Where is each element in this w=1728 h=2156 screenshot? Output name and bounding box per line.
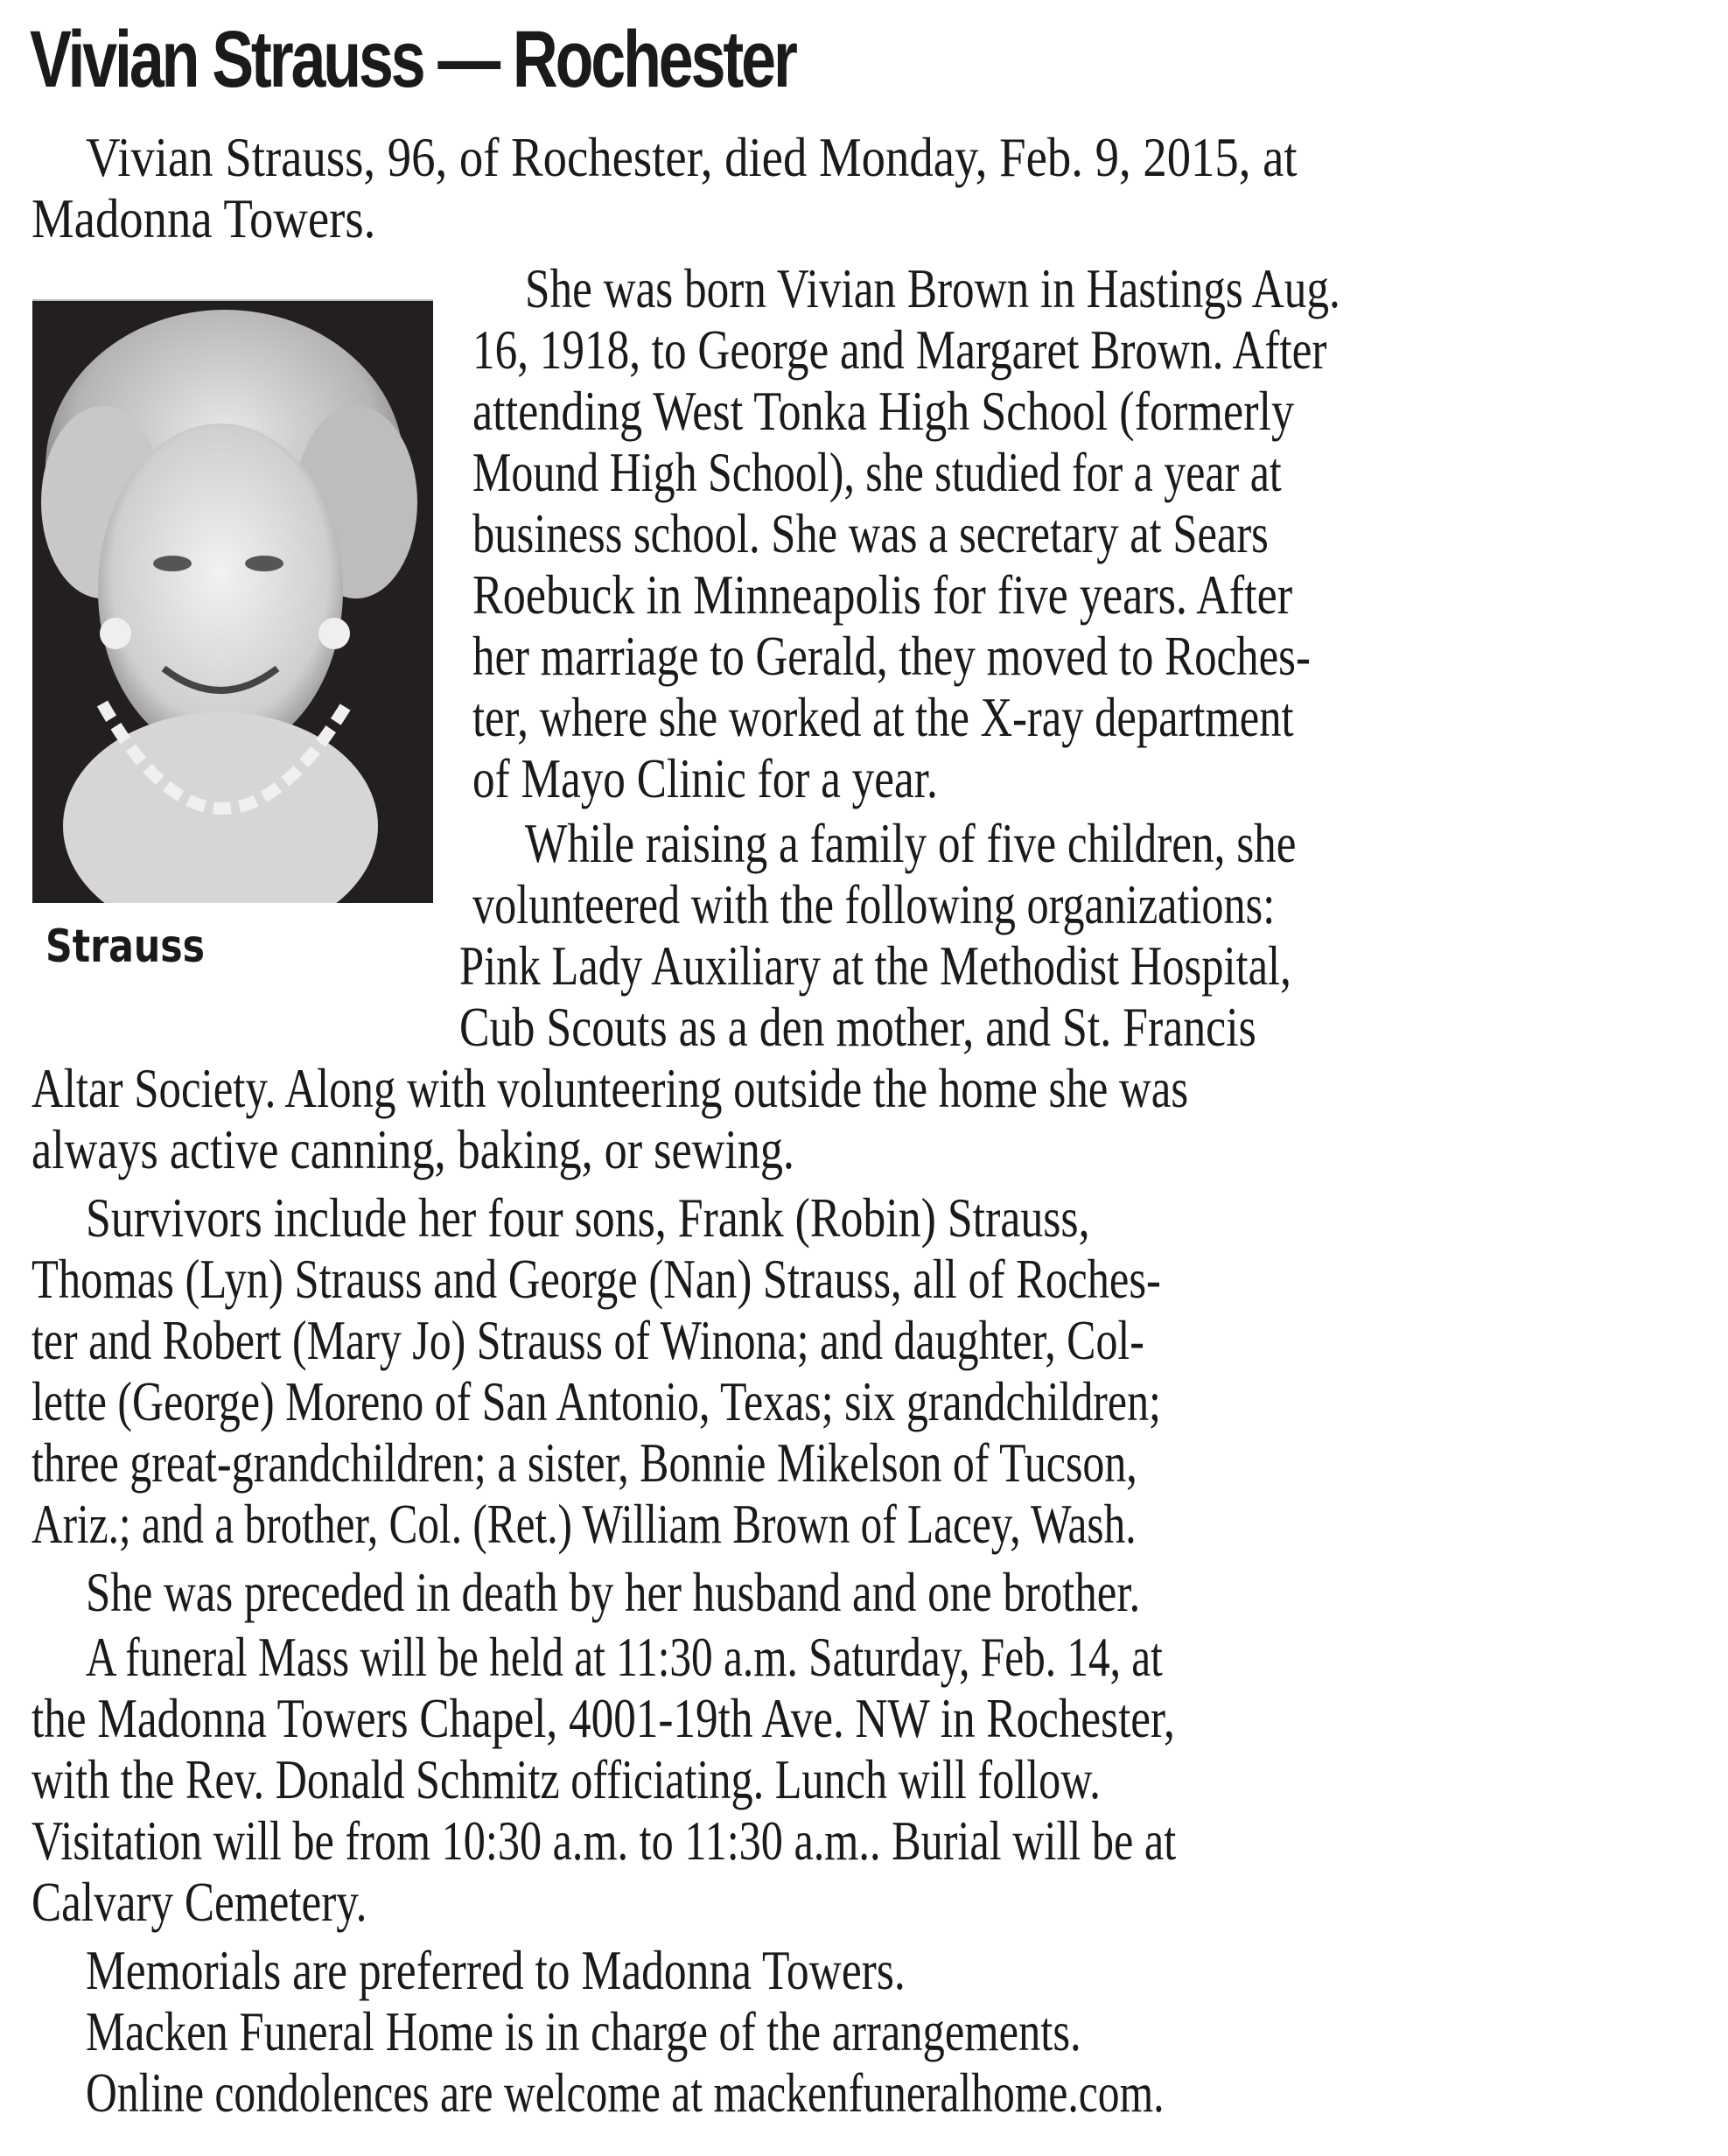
body-line: three great-grandchildren; a sister, Bonnie Mikelson of Tucson, xyxy=(31,1432,1137,1494)
body-line: Visitation will be from 10:30 a.m. to 11:30 a.m.. Burial will be at xyxy=(31,1810,1177,1872)
body-line: of Mayo Clinic for a year. xyxy=(472,747,938,809)
body-line: lette (George) Moreno of San Antonio, Texas; six grandchildren; xyxy=(31,1370,1161,1432)
body-line: Altar Society. Along with volunteering outside the home she was xyxy=(31,1057,1189,1119)
body-line: Vivian Strauss, 96, of Rochester, died Monday, Feb. 9, 2015, at xyxy=(86,126,1298,188)
portrait-photo xyxy=(32,299,433,903)
body-line: Madonna Towers. xyxy=(31,187,376,249)
body-line: Mound High School), she studied for a year at xyxy=(472,441,1282,503)
body-line: Roebuck in Minneapolis for five years. After xyxy=(472,564,1293,626)
body-line: Ariz.; and a brother, Col. (Ret.) William Brown of Lacey, Wash. xyxy=(31,1493,1137,1555)
body-line: Macken Funeral Home is in charge of the arrangements. xyxy=(86,2000,1081,2062)
body-line: Cub Scouts as a den mother, and St. Francis xyxy=(459,996,1256,1058)
body-line: with the Rev. Donald Schmitz officiating. Lunch will follow. xyxy=(31,1748,1101,1810)
body-line: While raising a family of five children, she xyxy=(525,812,1297,874)
body-line: the Madonna Towers Chapel, 4001-19th Ave. NW in Rochester, xyxy=(31,1687,1175,1749)
body-line: Memorials are preferred to Madonna Towers. xyxy=(86,1939,906,2001)
body-line: Thomas (Lyn) Strauss and George (Nan) Strauss, all of Roches- xyxy=(31,1248,1161,1310)
body-line: Pink Lady Auxiliary at the Methodist Hospital, xyxy=(459,934,1291,997)
body-line: She was preceded in death by her husband and one brother. xyxy=(86,1561,1141,1623)
body-line: ter, where she worked at the X-ray department xyxy=(472,686,1294,748)
body-line: 16, 1918, to George and Margaret Brown. After xyxy=(472,318,1327,381)
body-line: attending West Tonka High School (formerly xyxy=(472,380,1295,442)
obituary-headline: Vivian Strauss — Rochester xyxy=(30,15,795,104)
body-line: She was born Vivian Brown in Hastings Aug. xyxy=(525,257,1340,319)
body-line: volunteered with the following organizations: xyxy=(472,873,1276,935)
portrait-image-icon xyxy=(32,301,433,903)
photo-caption: Strauss xyxy=(45,920,206,973)
body-line: Survivors include her four sons, Frank (Robin) Strauss, xyxy=(86,1186,1090,1249)
body-line: ter and Robert (Mary Jo) Strauss of Winona; and daughter, Col- xyxy=(31,1309,1144,1371)
body-line: A funeral Mass will be held at 11:30 a.m. Saturday, Feb. 14, at xyxy=(86,1626,1163,1688)
body-line: business school. She was a secretary at Sears xyxy=(472,502,1269,564)
body-line: always active canning, baking, or sewing. xyxy=(31,1118,794,1180)
body-line: Calvary Cemetery. xyxy=(31,1871,367,1933)
body-line: Online condolences are welcome at mackenfuneralhome.com. xyxy=(86,2062,1165,2124)
body-line: her marriage to Gerald, they moved to Roches- xyxy=(472,625,1311,687)
